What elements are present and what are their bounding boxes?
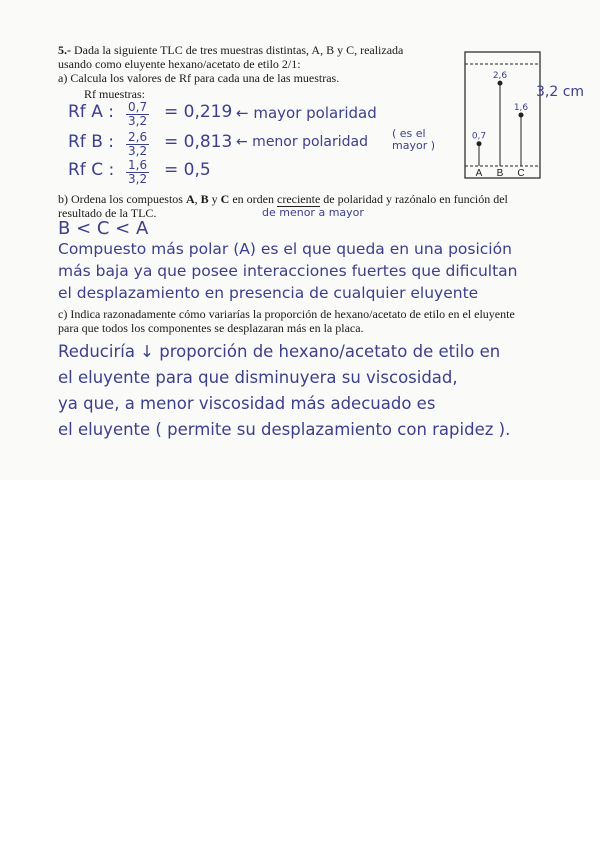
- rf-label: Rf muestras:: [84, 87, 145, 101]
- rf-c-result: = 0,5: [164, 160, 211, 180]
- rf-a-denominator: 3,2: [128, 114, 148, 128]
- part-c-prompt-line1: c) Indica razonadamente cómo variarías la proporción de hexano/acetato de etilo en el eluyente: [58, 307, 515, 321]
- lane-label-b: B: [496, 168, 504, 179]
- spot-c: [519, 113, 524, 118]
- answer-c-line3: ya que, a menor viscosidad más adecuado es: [58, 394, 436, 413]
- part-c-prompt-line2: para que todos los componentes se desplazaran más en la placa.: [58, 321, 364, 335]
- spot-a: [477, 141, 482, 146]
- rf-b-label: Rf B :: [68, 132, 114, 152]
- spot-label-a: 0,7: [471, 131, 487, 142]
- answer-c-line1: Reduciría ↓ proporción de hexano/acetato de etilo en: [58, 342, 501, 361]
- answer-b-line1: Compuesto más polar (A) es el que queda en una posición: [58, 240, 512, 258]
- rf-c-denominator: 3,2: [128, 172, 148, 186]
- spot-label-c: 1,6: [513, 103, 529, 113]
- question-intro-text: Dada la siguiente TLC de tres muestras distintas, A, B y C, realizada: [74, 43, 404, 57]
- rf-b-note: ← menor polaridad: [236, 134, 368, 150]
- part-a-prompt: a) Calcula los valores de Rf para cada una de las muestras.: [58, 71, 340, 85]
- rf-b-denominator: 3,2: [128, 144, 148, 158]
- rf-c-numerator: 1,6: [128, 158, 148, 172]
- answer-c-line2: el eluyente para que disminuyera su viscosidad,: [58, 368, 458, 387]
- question-number: 5.-: [58, 43, 71, 57]
- polarity-order: B < C < A: [58, 218, 149, 239]
- part-b-prompt-line1: b) Ordena los compuestos A, B y C en orden creciente de polaridad y razónalo en función del: [58, 192, 508, 206]
- rf-c-label: Rf C :: [68, 160, 115, 180]
- part-b-prompt-line2: resultado de la TLC.: [58, 206, 157, 220]
- question-intro-line1: [58, 43, 403, 57]
- rf-a-note: ← mayor polaridad: [236, 104, 377, 122]
- rf-a-result: = 0,219: [164, 102, 233, 122]
- answer-b-line2: más baja ya que posee interacciones fuertes que dificultan: [58, 262, 518, 280]
- rf-a-label: Rf A :: [68, 102, 114, 122]
- rf-b-fraction: [126, 131, 149, 158]
- rf-a-fraction: [126, 101, 149, 128]
- question-intro-line2: usando como eluyente hexano/acetato de etilo 2/1:: [58, 57, 301, 71]
- spot-label-b: 2,6: [492, 71, 508, 82]
- answer-b-line3: el desplazamiento en presencia de cualquier eluyente: [58, 284, 479, 302]
- rf-b-result: = 0,813: [164, 132, 233, 152]
- answer-c-line4: el eluyente ( permite su desplazamiento con rapidez ).: [58, 420, 511, 439]
- rf-b-side-note: ( es el mayor ): [392, 127, 436, 152]
- rf-c-fraction: [126, 159, 149, 186]
- plate-length-label: 3,2 cm: [536, 84, 585, 100]
- rf-a-numerator: 0,7: [128, 100, 148, 114]
- lane-label-a: A: [475, 168, 483, 179]
- tlc-plate-diagram: [455, 50, 575, 180]
- order-annotation: de menor a mayor: [262, 206, 364, 219]
- lane-label-c: C: [517, 168, 525, 179]
- spot-b: [498, 81, 503, 86]
- rf-b-numerator: 2,6: [128, 130, 148, 144]
